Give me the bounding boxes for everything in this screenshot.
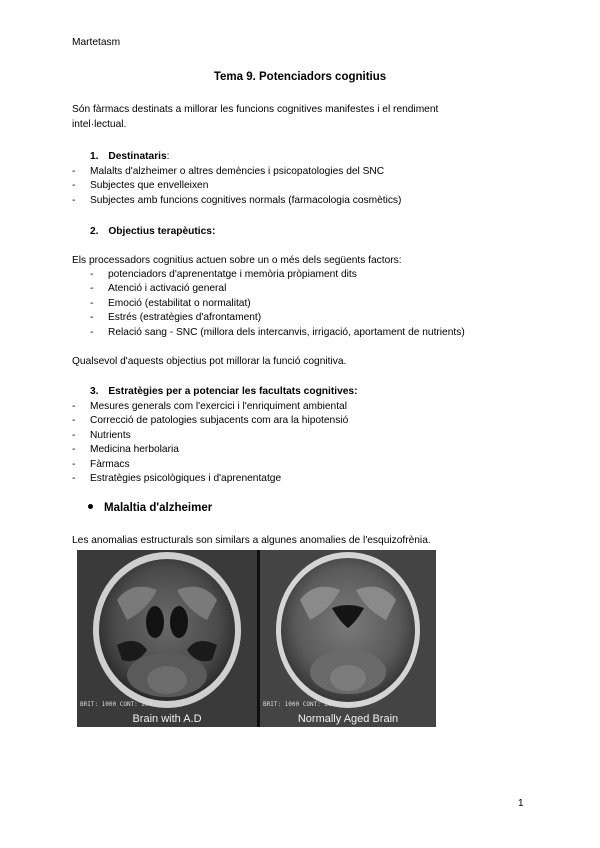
- section-3-number: 3.: [90, 386, 99, 397]
- list-item: - Emoció (estabilitat o normalitat): [90, 297, 465, 311]
- list-item: - Fàrmacs: [72, 458, 348, 472]
- list-item: - Correcció de patologies subjacents com ara la hipotensió: [72, 414, 348, 428]
- list-item: - Relació sang - SNC (millora dels intercanvis, irrigació, aportament de nutrients): [90, 326, 465, 340]
- intro-line-1: Són fàrmacs destinats a millorar les funcions cognitives manifestes i el rendiment: [72, 104, 439, 115]
- alzheimer-heading-text: Malaltia d'alzheimer: [104, 502, 213, 514]
- page-number: 1: [518, 798, 524, 809]
- intro-paragraph: [72, 103, 438, 132]
- section-2-conclusion: Qualsevol d'aquests objectius pot millorar la funció cognitiva.: [72, 356, 347, 367]
- right-brightness-overlay: BRIT: 1000 CONT: 200: [263, 701, 336, 708]
- section-1-list: [72, 165, 401, 208]
- brain-mri-figure: [77, 550, 436, 727]
- brain-normal-panel: [260, 550, 436, 727]
- alzheimer-heading: [88, 502, 212, 514]
- list-item: - potenciadors d'aprenentatge i memòria pròpiament dits: [90, 268, 465, 282]
- section-2-intro: Els processadors cognitius actuen sobre un o més dels següents factors:: [72, 255, 402, 266]
- intro-line-2: intel·lectual.: [72, 118, 127, 130]
- list-item: - Subjectes amb funcions cognitives normals (farmacologia cosmètics): [72, 194, 401, 208]
- section-1-heading: [90, 151, 170, 162]
- left-caption: Brain with A.D: [132, 713, 202, 725]
- section-2-list: [90, 268, 465, 340]
- section-1-number: 1.: [90, 151, 99, 162]
- section-2-title: Objectius terapèutics:: [108, 226, 216, 237]
- list-item: - Mesures generals com l'exercici i l'enriquiment ambiental: [72, 400, 348, 414]
- alzheimer-text: Les anomalias estructurals son similars a algunes anomalies de l'esquizofrènia.: [72, 535, 431, 546]
- section-3-list: [72, 400, 348, 486]
- list-item: - Atenció i activació general: [90, 282, 465, 296]
- page-title: Tema 9. Potenciadors cognitius: [213, 71, 387, 83]
- list-item: - Medicina herbolaria: [72, 443, 348, 457]
- section-2-heading: [90, 226, 215, 237]
- list-item: - Estrés (estratègies d'afrontament): [90, 311, 465, 325]
- section-3-heading: [90, 386, 357, 397]
- author-name: Martetasm: [72, 37, 121, 48]
- list-item: - Malalts d'alzheimer o altres demències i psicopatologies del SNC: [72, 165, 401, 179]
- section-2-number: 2.: [90, 226, 99, 237]
- bullet-icon: [88, 504, 93, 509]
- list-item: - Estratègies psicològiques i d'aprenentatge: [72, 472, 348, 486]
- section-3-title: Estratègies per a potenciar les facultats cognitives:: [108, 386, 358, 397]
- section-1-title: Destinataris: [108, 151, 167, 162]
- list-item: - Subjectes que envelleixen: [72, 179, 401, 193]
- section-1-colon: :: [166, 151, 170, 162]
- right-caption: Normally Aged Brain: [297, 713, 399, 725]
- left-brightness-overlay: BRIT: 1000 CONT: 200: [80, 701, 153, 708]
- brain-ad-panel: [77, 550, 257, 727]
- list-item: - Nutrients: [72, 429, 348, 443]
